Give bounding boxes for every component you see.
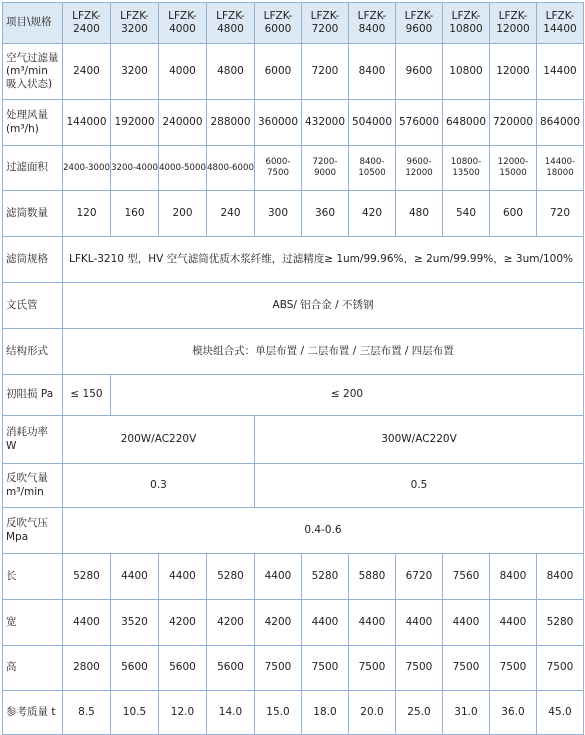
value-cell: 4400 bbox=[255, 554, 302, 600]
value-cell: 8400 bbox=[349, 44, 396, 100]
value-cell: 4400 bbox=[349, 600, 396, 646]
value-cell: 0.3 bbox=[63, 464, 255, 508]
value-cell: 540 bbox=[443, 191, 490, 237]
value-cell: 5280 bbox=[537, 600, 584, 646]
value-cell: 4800 bbox=[207, 44, 255, 100]
value-cell: 480 bbox=[396, 191, 443, 237]
value-cell: 300W/AC220V bbox=[255, 416, 584, 464]
value-cell: 420 bbox=[349, 191, 396, 237]
value-cell: 504000 bbox=[349, 100, 396, 146]
header-label: 项目\规格 bbox=[3, 3, 63, 44]
value-cell: 4400 bbox=[490, 600, 537, 646]
row-label: 滤筒数量 bbox=[3, 191, 63, 237]
value-cell: 576000 bbox=[396, 100, 443, 146]
value-cell: 360000 bbox=[255, 100, 302, 146]
value-cell: 6720 bbox=[396, 554, 443, 600]
value-cell: 192000 bbox=[111, 100, 159, 146]
value-cell: 3200 bbox=[111, 44, 159, 100]
value-cell: 3520 bbox=[111, 600, 159, 646]
row-label: 文氏管 bbox=[3, 283, 63, 329]
value-cell: 7500 bbox=[443, 646, 490, 691]
row-label: 过滤面积 bbox=[3, 146, 63, 191]
model-header: LFZK- 3200 bbox=[111, 3, 159, 44]
row-label: 消耗功率 W bbox=[3, 416, 63, 464]
model-header: LFZK- 2400 bbox=[63, 3, 111, 44]
value-cell: 360 bbox=[302, 191, 349, 237]
model-header: LFZK- 12000 bbox=[490, 3, 537, 44]
value-cell: 8400 bbox=[537, 554, 584, 600]
value-cell: 10800- 13500 bbox=[443, 146, 490, 191]
value-cell: 2400-3000 bbox=[63, 146, 111, 191]
value-cell: 4000-5000 bbox=[159, 146, 207, 191]
value-cell: ≤ 150 bbox=[63, 375, 111, 416]
value-cell: 432000 bbox=[302, 100, 349, 146]
value-cell: 7500 bbox=[537, 646, 584, 691]
value-cell: 36.0 bbox=[490, 691, 537, 735]
model-header: LFZK- 6000 bbox=[255, 3, 302, 44]
value-cell: 864000 bbox=[537, 100, 584, 146]
value-cell: 10.5 bbox=[111, 691, 159, 735]
structure-row bbox=[3, 329, 584, 375]
value-cell: 120 bbox=[63, 191, 111, 237]
row-label: 反吹气量 m³/min bbox=[3, 464, 63, 508]
value-cell: 12000 bbox=[490, 44, 537, 100]
value-cell: 144000 bbox=[63, 100, 111, 146]
value-cell: 240000 bbox=[159, 100, 207, 146]
value-cell: 8400 bbox=[490, 554, 537, 600]
value-cell: 15.0 bbox=[255, 691, 302, 735]
model-header: LFZK- 7200 bbox=[302, 3, 349, 44]
row-label: 滤筒规格 bbox=[3, 237, 63, 283]
value-cell: 8400- 10500 bbox=[349, 146, 396, 191]
model-header: LFZK- 9600 bbox=[396, 3, 443, 44]
value-cell: 4000 bbox=[159, 44, 207, 100]
value-cell: 5280 bbox=[63, 554, 111, 600]
row-label: 结构形式 bbox=[3, 329, 63, 375]
value-cell: 9600 bbox=[396, 44, 443, 100]
value-cell: 5280 bbox=[302, 554, 349, 600]
value-cell: 4200 bbox=[159, 600, 207, 646]
row-label: 宽 bbox=[3, 600, 63, 646]
row-label: 初阻损 Pa bbox=[3, 375, 63, 416]
row-label: 处理风量 (m³/h) bbox=[3, 100, 63, 146]
model-header: LFZK- 4000 bbox=[159, 3, 207, 44]
value-cell: 12.0 bbox=[159, 691, 207, 735]
model-header: LFZK- 10800 bbox=[443, 3, 490, 44]
pulse-air-volume-row bbox=[3, 464, 584, 508]
value-cell: 4400 bbox=[396, 600, 443, 646]
value-cell: 4800-6000 bbox=[207, 146, 255, 191]
row-label: 空气过滤量 (m³/min 吸入状态) bbox=[3, 44, 63, 100]
row-label: 反吹气压 Mpa bbox=[3, 508, 63, 554]
value-cell: 2800 bbox=[63, 646, 111, 691]
spec-table bbox=[2, 2, 584, 735]
value-cell: 5600 bbox=[159, 646, 207, 691]
value-cell: 7500 bbox=[349, 646, 396, 691]
value-cell: 6000-7500 bbox=[255, 146, 302, 191]
value-cell: 12000- 15000 bbox=[490, 146, 537, 191]
value-cell: 0.4-0.6 bbox=[63, 508, 584, 554]
value-cell: 5280 bbox=[207, 554, 255, 600]
value-cell: 31.0 bbox=[443, 691, 490, 735]
value-cell: 14.0 bbox=[207, 691, 255, 735]
value-cell: 7560 bbox=[443, 554, 490, 600]
value-cell: ≤ 200 bbox=[111, 375, 584, 416]
model-header: LFZK- 14400 bbox=[537, 3, 584, 44]
value-cell: 160 bbox=[111, 191, 159, 237]
pulse-pressure-row bbox=[3, 508, 584, 554]
value-cell: 7200 bbox=[302, 44, 349, 100]
value-cell: 4400 bbox=[443, 600, 490, 646]
value-cell: 10800 bbox=[443, 44, 490, 100]
value-cell: 600 bbox=[490, 191, 537, 237]
value-cell: 5600 bbox=[207, 646, 255, 691]
structure-text: 模块组合式：单层布置 / 二层布置 / 三层布置 / 四层布置 bbox=[63, 329, 584, 375]
initial-resistance-row bbox=[3, 375, 584, 416]
row-label: 长 bbox=[3, 554, 63, 600]
value-cell: 0.5 bbox=[255, 464, 584, 508]
length-row bbox=[3, 554, 584, 600]
value-cell: 4400 bbox=[111, 554, 159, 600]
value-cell: 4400 bbox=[302, 600, 349, 646]
value-cell: 720000 bbox=[490, 100, 537, 146]
height-row bbox=[3, 646, 584, 691]
venturi-row bbox=[3, 283, 584, 329]
value-cell: 648000 bbox=[443, 100, 490, 146]
filter-area-row bbox=[3, 146, 584, 191]
cartridge-spec-row bbox=[3, 237, 584, 283]
value-cell: 7500 bbox=[255, 646, 302, 691]
value-cell: 300 bbox=[255, 191, 302, 237]
cartridge-count-row bbox=[3, 191, 584, 237]
value-cell: 25.0 bbox=[396, 691, 443, 735]
value-cell: 4400 bbox=[63, 600, 111, 646]
width-row bbox=[3, 600, 584, 646]
air-filter-volume-row bbox=[3, 44, 584, 100]
value-cell: 14400- 18000 bbox=[537, 146, 584, 191]
value-cell: 288000 bbox=[207, 100, 255, 146]
row-label: 高 bbox=[3, 646, 63, 691]
value-cell: 6000 bbox=[255, 44, 302, 100]
air-volume-row bbox=[3, 100, 584, 146]
value-cell: 45.0 bbox=[537, 691, 584, 735]
value-cell: 4200 bbox=[255, 600, 302, 646]
value-cell: 720 bbox=[537, 191, 584, 237]
header-row bbox=[3, 3, 584, 44]
model-header: LFZK- 4800 bbox=[207, 3, 255, 44]
value-cell: 7500 bbox=[302, 646, 349, 691]
value-cell: 5600 bbox=[111, 646, 159, 691]
value-cell: 200 bbox=[159, 191, 207, 237]
value-cell: 14400 bbox=[537, 44, 584, 100]
cartridge-spec-text: LFKL-3210 型，HV 空气滤筒优质木浆纤维，过滤精度≥ 1um/99.96%，≥ 2um/99.99%，≥ 3um/100% bbox=[63, 237, 584, 283]
value-cell: 7500 bbox=[396, 646, 443, 691]
value-cell: 7500 bbox=[490, 646, 537, 691]
value-cell: 20.0 bbox=[349, 691, 396, 735]
value-cell: 4400 bbox=[159, 554, 207, 600]
value-cell: 18.0 bbox=[302, 691, 349, 735]
value-cell: 5880 bbox=[349, 554, 396, 600]
venturi-text: ABS/ 铝合金 / 不锈钢 bbox=[63, 283, 584, 329]
value-cell: 3200-4000 bbox=[111, 146, 159, 191]
value-cell: 7200-9000 bbox=[302, 146, 349, 191]
value-cell: 2400 bbox=[63, 44, 111, 100]
value-cell: 200W/AC220V bbox=[63, 416, 255, 464]
value-cell: 4200 bbox=[207, 600, 255, 646]
row-label: 参考质量 t bbox=[3, 691, 63, 735]
power-row bbox=[3, 416, 584, 464]
value-cell: 8.5 bbox=[63, 691, 111, 735]
model-header: LFZK- 8400 bbox=[349, 3, 396, 44]
value-cell: 240 bbox=[207, 191, 255, 237]
value-cell: 9600- 12000 bbox=[396, 146, 443, 191]
